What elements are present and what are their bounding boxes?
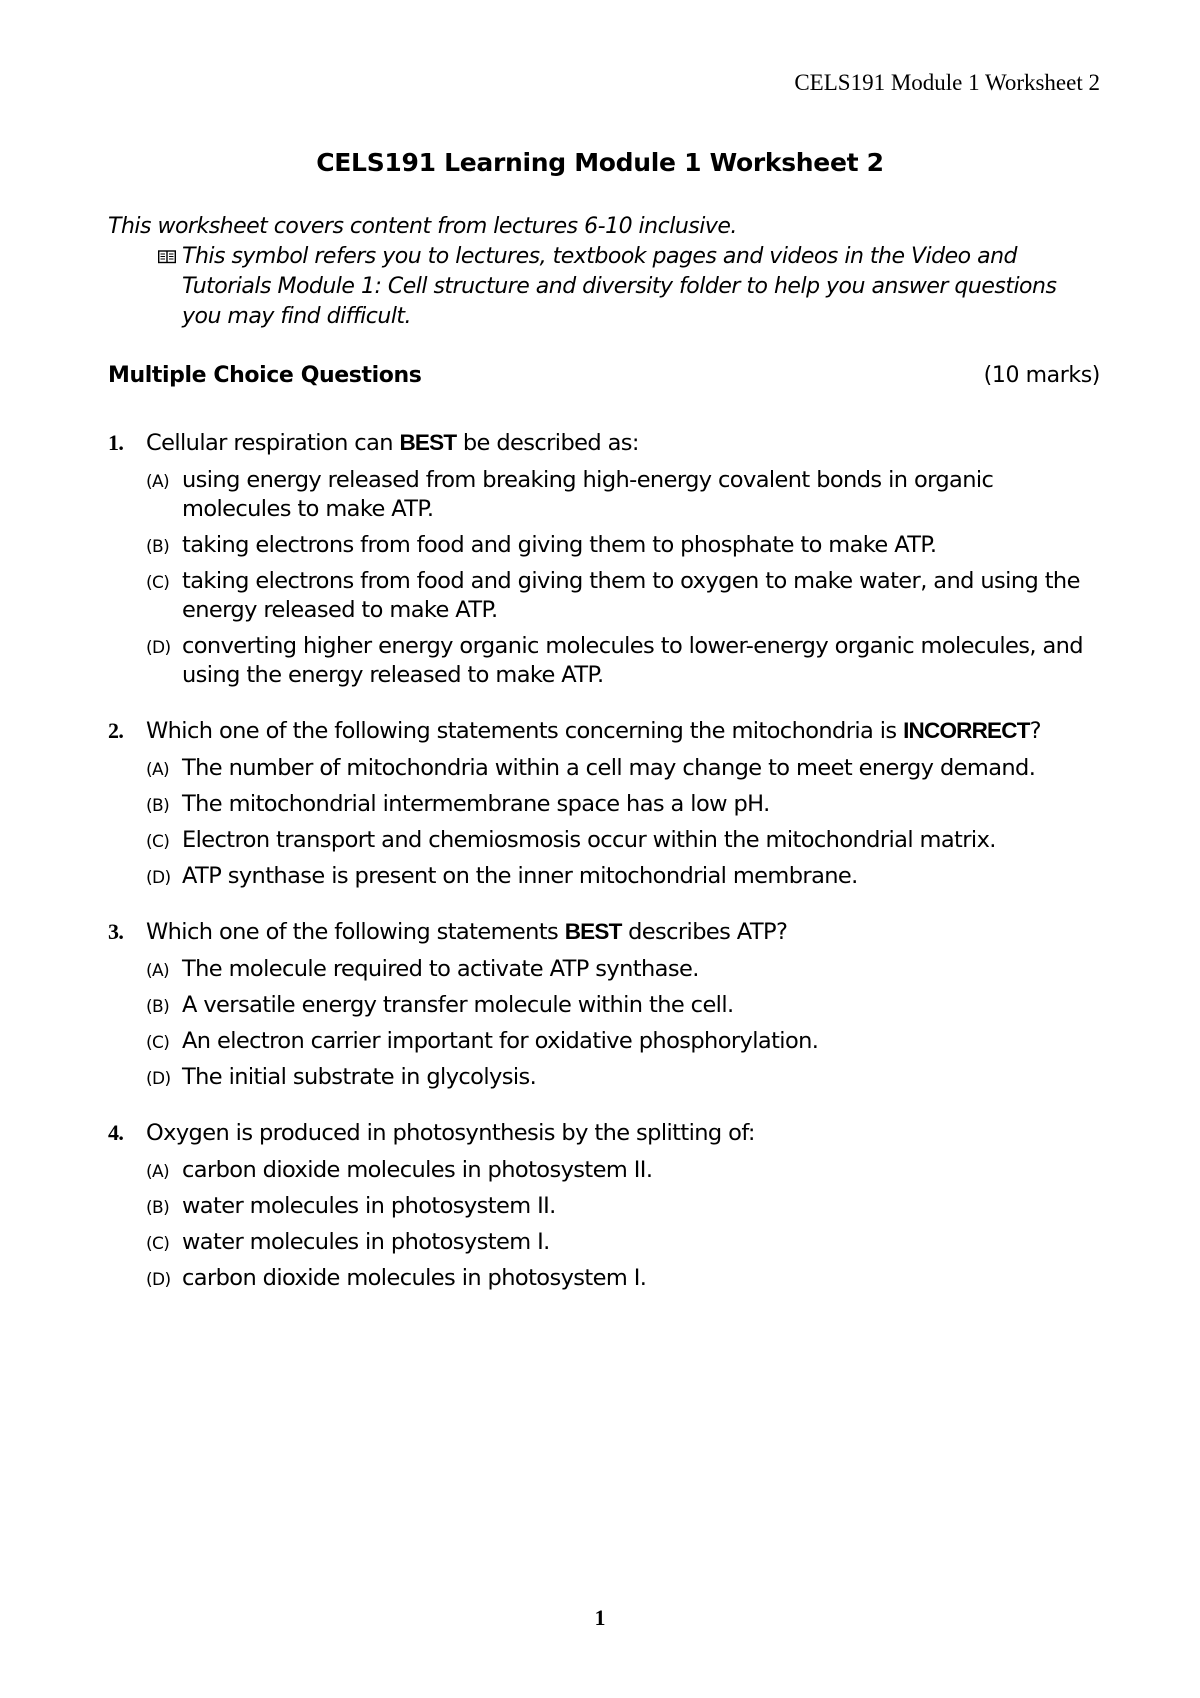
option-letter: (B) (146, 997, 170, 1017)
option-b (146, 1192, 1100, 1221)
option-letter: (D) (146, 638, 171, 658)
question-1 (108, 428, 1100, 690)
intro-note-text: This symbol refers you to lectures, textbook pages and videos in the Video and Tutorials Module 1: Cell structure and diversity folder to help you answer questions you may find difficult. (182, 244, 1057, 329)
option-letter: (C) (146, 573, 170, 593)
option-letter: (D) (146, 1069, 171, 1089)
stem-text: Cellular respiration can (146, 430, 400, 456)
option-text: The number of mitochondria within a cell may change to meet energy demand. (182, 755, 1036, 781)
option-c (146, 567, 1100, 625)
option-letter: (B) (146, 796, 170, 816)
question-list (108, 428, 1100, 1319)
section-marks: (10 marks) (983, 363, 1100, 388)
open-book-icon (158, 250, 176, 264)
option-c (146, 1027, 1100, 1056)
question-stem (108, 428, 1100, 458)
option-a (146, 1156, 1100, 1185)
option-b (146, 991, 1100, 1020)
option-text: converting higher energy organic molecules to lower-energy organic molecules, and using the energy released to make ATP. (182, 633, 1083, 688)
option-c (146, 826, 1100, 855)
option-letter: (A) (146, 760, 170, 780)
question-stem (108, 716, 1100, 746)
page-number: 1 (594, 1605, 606, 1630)
option-b (146, 790, 1100, 819)
page-title: CELS191 Learning Module 1 Worksheet 2 (316, 148, 884, 177)
option-a (146, 754, 1100, 783)
option-text: ATP synthase is present on the inner mitochondrial membrane. (182, 863, 858, 889)
option-b (146, 531, 1100, 560)
option-text: taking electrons from food and giving them to phosphate to make ATP. (182, 532, 937, 558)
option-text: water molecules in photosystem II. (182, 1193, 556, 1219)
question-4 (108, 1118, 1100, 1293)
option-letter: (A) (146, 472, 170, 492)
stem-emphasis: BEST (564, 919, 622, 944)
running-header: CELS191 Module 1 Worksheet 2 (794, 70, 1100, 95)
stem-text-end: be described as: (456, 430, 639, 456)
question-2 (108, 716, 1100, 891)
question-number: 2. (108, 718, 124, 743)
option-d (146, 1264, 1100, 1293)
question-number: 4. (108, 1120, 124, 1145)
option-letter: (A) (146, 961, 170, 981)
option-d (146, 632, 1100, 690)
option-text: Electron transport and chemiosmosis occur within the mitochondrial matrix. (182, 827, 996, 853)
stem-emphasis: INCORRECT (903, 718, 1030, 743)
section-header (108, 363, 1100, 388)
option-text: The mitochondrial intermembrane space has a low pH. (182, 791, 770, 817)
question-3 (108, 917, 1100, 1092)
option-text: An electron carrier important for oxidative phosphorylation. (182, 1028, 819, 1054)
intro-line: This worksheet covers content from lectures 6-10 inclusive. (108, 214, 737, 239)
option-text: A versatile energy transfer molecule within the cell. (182, 992, 734, 1018)
option-letter: (D) (146, 1270, 171, 1290)
option-text: The molecule required to activate ATP synthase. (182, 956, 699, 982)
question-stem (108, 1118, 1100, 1148)
option-text: taking electrons from food and giving them to oxygen to make water, and using the energy released to make ATP. (182, 568, 1080, 623)
option-letter: (D) (146, 868, 171, 888)
question-number: 3. (108, 919, 124, 944)
option-a (146, 955, 1100, 984)
option-letter: (A) (146, 1162, 170, 1182)
stem-text-end: ? (1029, 718, 1042, 744)
question-stem (108, 917, 1100, 947)
option-text: using energy released from breaking high-energy covalent bonds in organic molecules to make ATP. (182, 467, 994, 522)
stem-emphasis: BEST (399, 430, 457, 455)
option-c (146, 1228, 1100, 1257)
option-letter: (B) (146, 537, 170, 557)
option-text: carbon dioxide molecules in photosystem I. (182, 1265, 647, 1291)
option-text: water molecules in photosystem I. (182, 1229, 550, 1255)
option-letter: (C) (146, 832, 170, 852)
option-letter: (C) (146, 1033, 170, 1053)
stem-text-end: describes ATP? (621, 919, 788, 945)
stem-text: Which one of the following statements concerning the mitochondria is (146, 718, 904, 744)
stem-text: Which one of the following statements (146, 919, 565, 945)
intro-note (182, 242, 1098, 332)
question-number: 1. (108, 430, 124, 455)
stem-text: Oxygen is produced in photosynthesis by the splitting of: (146, 1120, 755, 1146)
option-text: The initial substrate in glycolysis. (182, 1064, 537, 1090)
option-d (146, 862, 1100, 891)
option-letter: (B) (146, 1198, 170, 1218)
option-text: carbon dioxide molecules in photosystem II. (182, 1157, 653, 1183)
option-letter: (C) (146, 1234, 170, 1254)
option-a (146, 466, 1100, 524)
section-heading: Multiple Choice Questions (108, 363, 422, 388)
intro (108, 212, 1098, 332)
option-d (146, 1063, 1100, 1092)
